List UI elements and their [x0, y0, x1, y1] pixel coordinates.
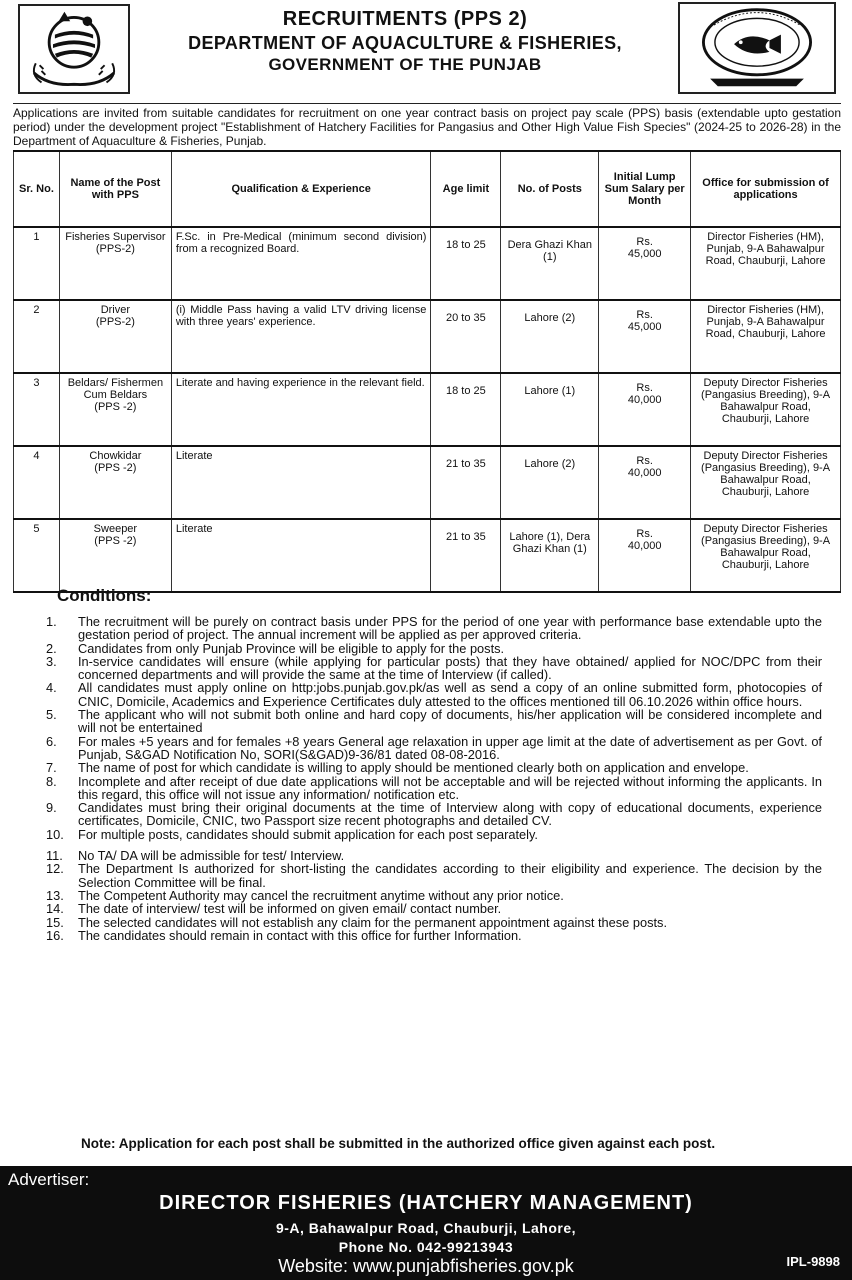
header-qualification: Qualification & Experience [171, 151, 431, 227]
condition-text: The candidates should remain in contact with this office for further Information. [78, 927, 522, 943]
condition-number: 7. [46, 760, 57, 776]
condition-number: 6. [46, 733, 57, 749]
salary-label: Rs. [636, 236, 653, 248]
cell-salary [599, 373, 691, 446]
header-office: Office for submission of applications [691, 151, 841, 227]
header-age: Age limit [431, 151, 501, 227]
table-row [14, 519, 841, 592]
condition-number: 4. [46, 680, 57, 696]
cell-posts: Lahore (1), Dera Ghazi Khan (1) [501, 519, 599, 592]
table-row [14, 300, 841, 373]
condition-item [42, 828, 822, 841]
cell-post [59, 300, 171, 373]
salary-label: Rs. [636, 455, 653, 467]
cell-posts: Dera Ghazi Khan (1) [501, 227, 599, 300]
cell-age: 18 to 25 [431, 227, 501, 300]
cell-office: Deputy Director Fisheries (Pangasius Breeding), 9-A Bahawalpur Road, Chauburji, Lahore [691, 446, 841, 519]
punjab-emblem-logo [18, 4, 130, 94]
condition-text: For multiple posts, candidates should submit application for each post separately. [78, 826, 538, 842]
cell-sr: 4 [14, 446, 60, 519]
condition-number: 12. [46, 861, 64, 877]
condition-text: The recruitment will be purely on contract basis under PPS for the period of one year with performance base extendable upto the gestation period of project. The annual increment will be applied as per approved criteria. [78, 614, 822, 643]
cell-posts: Lahore (2) [501, 300, 599, 373]
condition-text: The Competent Authority may cancel the recruitment anytime without any prior notice. [78, 887, 564, 903]
government-name: GOVERNMENT OF THE PUNJAB [268, 55, 542, 74]
condition-item [42, 849, 822, 862]
condition-text: All candidates must apply online on http:jobs.punjab.gov.pk/as well as send a copy of an online submitted form, photocopies of CNIC, Domicile, Academics and Experience Certificates duly attested to the offices mentioned till 06.10.2026 within office hours. [78, 680, 822, 709]
condition-item [42, 735, 822, 762]
post-pps: (PPS-2) [95, 243, 135, 255]
condition-number: 2. [46, 640, 57, 656]
condition-item [42, 775, 822, 802]
cell-office: Deputy Director Fisheries (Pangasius Breeding), 9-A Bahawalpur Road, Chauburji, Lahore [691, 519, 841, 592]
cell-posts: Lahore (2) [501, 446, 599, 519]
cell-post [59, 519, 171, 592]
jobs-table [13, 150, 841, 593]
condition-item [42, 929, 822, 942]
cell-salary [599, 227, 691, 300]
post-pps: (PPS -2) [94, 535, 137, 547]
cell-posts: Lahore (1) [501, 373, 599, 446]
condition-item [42, 708, 822, 735]
cell-post [59, 373, 171, 446]
title-block [136, 6, 674, 76]
table-header-row [14, 151, 841, 227]
advertiser-label: Advertiser: [8, 1170, 90, 1189]
cell-sr: 3 [14, 373, 60, 446]
condition-item [42, 615, 822, 642]
salary-amount: 40,000 [627, 467, 662, 479]
table-row [14, 446, 841, 519]
condition-text: Candidates from only Punjab Province will be eligible to apply for the posts. [78, 640, 505, 656]
cell-sr: 2 [14, 300, 60, 373]
header-post: Name of the Post with PPS [59, 151, 171, 227]
condition-number: 1. [46, 614, 57, 629]
cell-salary [599, 446, 691, 519]
condition-number: 16. [46, 927, 64, 943]
header-posts: No. of Posts [501, 151, 599, 227]
cell-salary [599, 300, 691, 373]
table-row [14, 373, 841, 446]
header-sr: Sr. No. [14, 151, 60, 227]
post-pps: (PPS -2) [94, 401, 137, 413]
cell-office: Director Fisheries (HM), Punjab, 9-A Bahawalpur Road, Chauburji, Lahore [691, 300, 841, 373]
cell-salary [599, 519, 691, 592]
condition-item [42, 761, 822, 774]
cell-age: 21 to 35 [431, 519, 501, 592]
fisheries-seal-icon [680, 4, 834, 92]
note-text: Note: Application for each post shall be submitted in the authorized office given against each post. [81, 1136, 716, 1151]
post-name: Beldars/ Fishermen Cum Beldars [67, 377, 164, 401]
department-seal-logo [678, 2, 836, 94]
condition-text: The applicant who will not submit both online and hard copy of documents, his/her application will be considered incomplete and will not be entertained [78, 707, 822, 736]
post-pps: (PPS-2) [95, 316, 135, 328]
condition-item [42, 801, 822, 828]
punjab-emblem-icon [20, 6, 128, 92]
cell-age: 20 to 35 [431, 300, 501, 373]
salary-amount: 40,000 [627, 540, 662, 552]
advertiser-office: DIRECTOR FISHERIES (HATCHERY MANAGEMENT) [159, 1192, 693, 1214]
condition-text: No TA/ DA will be admissible for test/ Interview. [78, 848, 345, 864]
ipl-code: IPL-9898 [786, 1254, 840, 1269]
salary-amount: 45,000 [627, 321, 662, 333]
salary-amount: 45,000 [627, 248, 662, 260]
condition-item [42, 681, 822, 708]
condition-text: Incomplete and after receipt of due date applications will not be acceptable and will be rejected without informing the applicants. In this regard, this office will not issue any information/ notification etc. [78, 773, 822, 802]
cell-age: 18 to 25 [431, 373, 501, 446]
salary-amount: 40,000 [627, 394, 662, 406]
condition-item [42, 902, 822, 915]
cell-qualification: (i) Middle Pass having a valid LTV driving license with three years' experience. [171, 300, 431, 373]
cell-qualification: Literate [171, 519, 431, 592]
condition-item [42, 889, 822, 902]
condition-number: 5. [46, 707, 57, 723]
cell-sr: 5 [14, 519, 60, 592]
condition-item [42, 655, 822, 682]
header [0, 0, 852, 100]
condition-number: 8. [46, 773, 57, 789]
condition-number: 11. [46, 848, 63, 864]
cell-office: Deputy Director Fisheries (Pangasius Breeding), 9-A Bahawalpur Road, Chauburji, Lahore [691, 373, 841, 446]
condition-text: For males +5 years and for females +8 years General age relaxation in upper age limit at the date of advertisement as per Govt. of Punjab, S&GAD Notification No, SORI(S&GAD)9-36/81 dated 08-08-2016. [78, 733, 822, 762]
conditions-list [42, 615, 822, 942]
table-row [14, 227, 841, 300]
header-salary: Initial Lump Sum Salary per Month [599, 151, 691, 227]
cell-age: 21 to 35 [431, 446, 501, 519]
post-name: Driver [100, 304, 131, 316]
condition-number: 3. [46, 653, 57, 669]
post-name: Sweeper [93, 523, 138, 535]
cell-post [59, 446, 171, 519]
cell-qualification: Literate and having experience in the relevant field. [171, 373, 431, 446]
condition-text: Candidates must bring their original documents at the time of Interview along with copy of educational documents, experience certificates, Domicile, CNIC, two Passport size recent photographs and detailed CV. [78, 800, 822, 829]
cell-qualification: Literate [171, 446, 431, 519]
condition-item [42, 862, 822, 889]
salary-label: Rs. [636, 309, 653, 321]
cell-office: Director Fisheries (HM), Punjab, 9-A Bahawalpur Road, Chauburji, Lahore [691, 227, 841, 300]
footer [0, 1166, 852, 1280]
intro-paragraph: Applications are invited from suitable candidates for recruitment on one year contract basis on project pay scale (PPS) basis (extendable upto gestation period) under the development project "Establishment of Hatchery Facilities for Pangasius and Other High Value Fish Species" (2024-25 to 2026-28) in the Department of Aquaculture & Fisheries, Punjab. [13, 103, 841, 148]
department-name: DEPARTMENT OF AQUACULTURE & FISHERIES, [188, 33, 622, 53]
condition-number: 15. [46, 914, 64, 930]
cell-sr: 1 [14, 227, 60, 300]
condition-number: 10. [46, 826, 64, 842]
condition-number: 14. [46, 901, 64, 917]
post-name: Chowkidar [89, 450, 142, 462]
advertiser-address: 9-A, Bahawalpur Road, Chauburji, Lahore, [275, 1220, 577, 1236]
condition-text: The name of post for which candidate is willing to apply should be mentioned clearly both on application and envelope. [78, 760, 749, 776]
condition-item [42, 642, 822, 655]
conditions-heading: Conditions: [57, 586, 152, 605]
condition-number: 9. [46, 800, 57, 816]
page-title: RECRUITMENTS (PPS 2) [282, 8, 528, 30]
advertiser-phone: Phone No. 042-99213943 [338, 1239, 514, 1255]
cell-post [59, 227, 171, 300]
salary-label: Rs. [636, 382, 653, 394]
condition-text: The date of interview/ test will be informed on given email/ contact number. [78, 901, 502, 917]
post-name: Fisheries Supervisor [65, 231, 166, 243]
salary-label: Rs. [636, 528, 653, 540]
post-pps: (PPS -2) [94, 462, 137, 474]
advertiser-website: Website: www.punjabfisheries.gov.pk [278, 1256, 574, 1276]
condition-number: 13. [46, 887, 64, 903]
condition-item [42, 916, 822, 929]
cell-qualification: F.Sc. in Pre-Medical (minimum second division) from a recognized Board. [171, 227, 431, 300]
condition-text: In-service candidates will ensure (while applying for particular posts) that they have obtained/ applied for NOC/DPC from their concerned departments and will provide the same at the time of Interview (if called). [78, 653, 822, 683]
condition-text: The Department Is authorized for short-listing the candidates according to their eligibility and experience. The decision by the Selection Committee will be final. [78, 861, 822, 890]
condition-text: The selected candidates will not establish any claim for the permanent appointment against these posts. [78, 914, 667, 930]
